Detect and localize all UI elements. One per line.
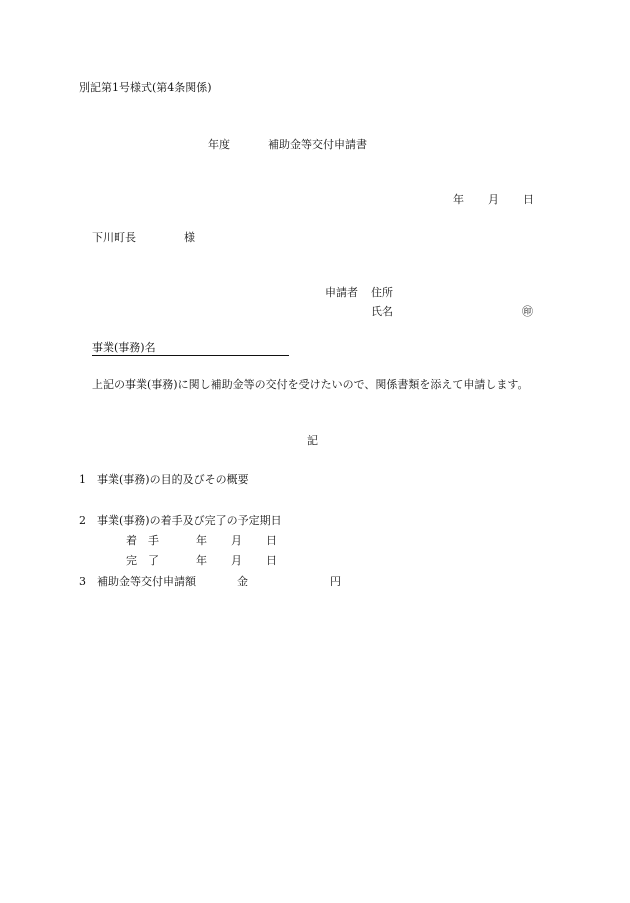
item3-number: 3	[79, 575, 86, 588]
date-year: 年	[453, 193, 464, 206]
item2-text: 事業(事務)の着手及び完了の予定期日	[97, 514, 282, 527]
fiscal-year-label: 年度	[208, 138, 230, 151]
end-month: 月	[231, 554, 242, 567]
addressee-honorific: 様	[184, 231, 195, 244]
start-label: 着 手	[126, 534, 159, 547]
document-title: 補助金等交付申請書	[268, 138, 367, 151]
name-label: 氏名	[371, 305, 393, 318]
application-statement: 上記の事業(事務)に関し補助金等の交付を受けたいので、関係書類を添えて申請します。	[92, 378, 529, 391]
date-month: 月	[488, 193, 499, 206]
applicant-label: 申請者	[325, 286, 358, 299]
start-month: 月	[231, 534, 242, 547]
item3-text: 補助金等交付申請額	[97, 575, 196, 588]
start-year: 年	[196, 534, 207, 547]
item1-number: 1	[79, 473, 86, 486]
addressee-name: 下川町長	[92, 231, 136, 244]
form-identifier: 別記第1号様式(第4条関係)	[79, 81, 212, 94]
amount-unit: 円	[330, 575, 341, 588]
date-day: 日	[523, 193, 534, 206]
project-name-underline	[92, 355, 289, 356]
amount-currency-label: 金	[237, 575, 248, 588]
seal-mark: ㊞	[522, 305, 533, 318]
start-day: 日	[266, 534, 277, 547]
end-day: 日	[266, 554, 277, 567]
address-label: 住所	[371, 286, 393, 299]
item2-number: 2	[79, 514, 86, 527]
end-year: 年	[196, 554, 207, 567]
item1-text: 事業(事務)の目的及びその概要	[97, 473, 249, 486]
project-name-label: 事業(事務)名	[92, 341, 156, 354]
record-heading: 記	[307, 434, 318, 447]
end-label: 完 了	[126, 554, 159, 567]
